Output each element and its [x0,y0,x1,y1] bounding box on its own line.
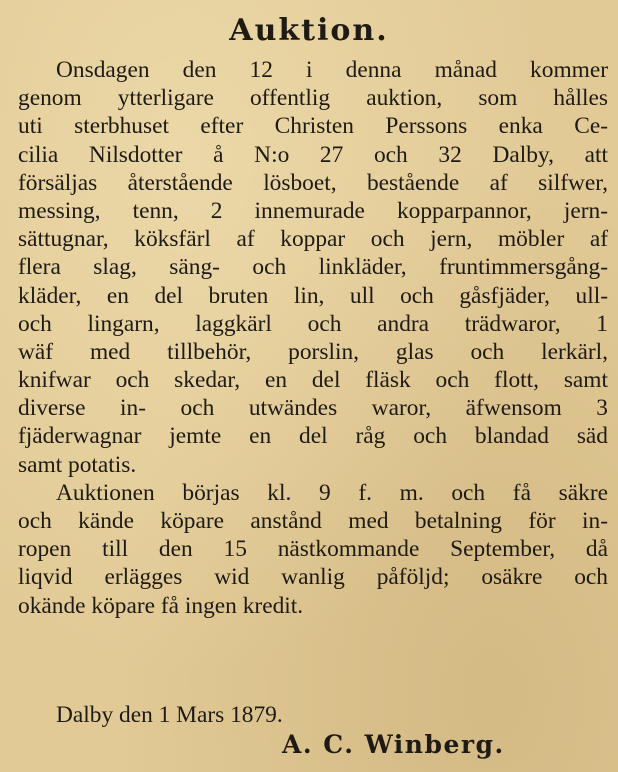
text-line: och lingarn, laggkärl och andra trädwaror, 1 [18,310,608,337]
signature: A. C. Winberg. [282,730,505,759]
text-line: flera slag, säng- och linkläder, fruntimmersgång- [18,254,608,281]
text-line: fjäderwagnar jemte en del råg och blandad säd [18,423,608,450]
text-line: diverse in- och utwändes waror, äfwensom 3 [18,395,608,422]
text-line: sättugnar, köksfärl af koppar och jern, möbler af [18,226,608,253]
text-line: genom ytterligare offentlig auktion, som hålles [18,85,608,112]
text-line: cilia Nilsdotter å N:o 27 och 32 Dalby, att [18,141,608,168]
text-line: liqvid erlägges wid wanlig påföljd; osäkre och [18,564,608,591]
text-line: messing, tenn, 2 innemurade kopparpannor, jern- [18,197,608,224]
dateline: Dalby den 1 Mars 1879. [56,702,283,728]
text-line: kläder, en del bruten lin, ull och gåsfjäder, ull- [18,282,608,309]
notice-body [18,56,608,620]
text-line: samt potatis. [18,451,137,478]
text-line: wäf med tillbehör, porslin, glas och lerkärl, [18,338,608,365]
text-line: knifwar och skedar, en del fläsk och flott, samt [18,367,608,394]
text-line: okände köpare få ingen kredit. [18,592,304,619]
text-line: uti sterbhuset efter Christen Perssons enka Ce- [18,113,608,140]
text-line: Auktionen börjas kl. 9 f. m. och få säkre [56,479,608,506]
text-line: och kände köpare anstånd med betalning för in- [18,508,608,534]
text-line: ropen till den 15 nästkommande September, då [18,536,608,563]
text-line: försäljas återstående lösboet, bestående af silfwer, [18,169,608,196]
text-line: Onsdagen den 12 i denna månad kommer [56,57,608,83]
notice-title: Auktion. [229,13,389,48]
